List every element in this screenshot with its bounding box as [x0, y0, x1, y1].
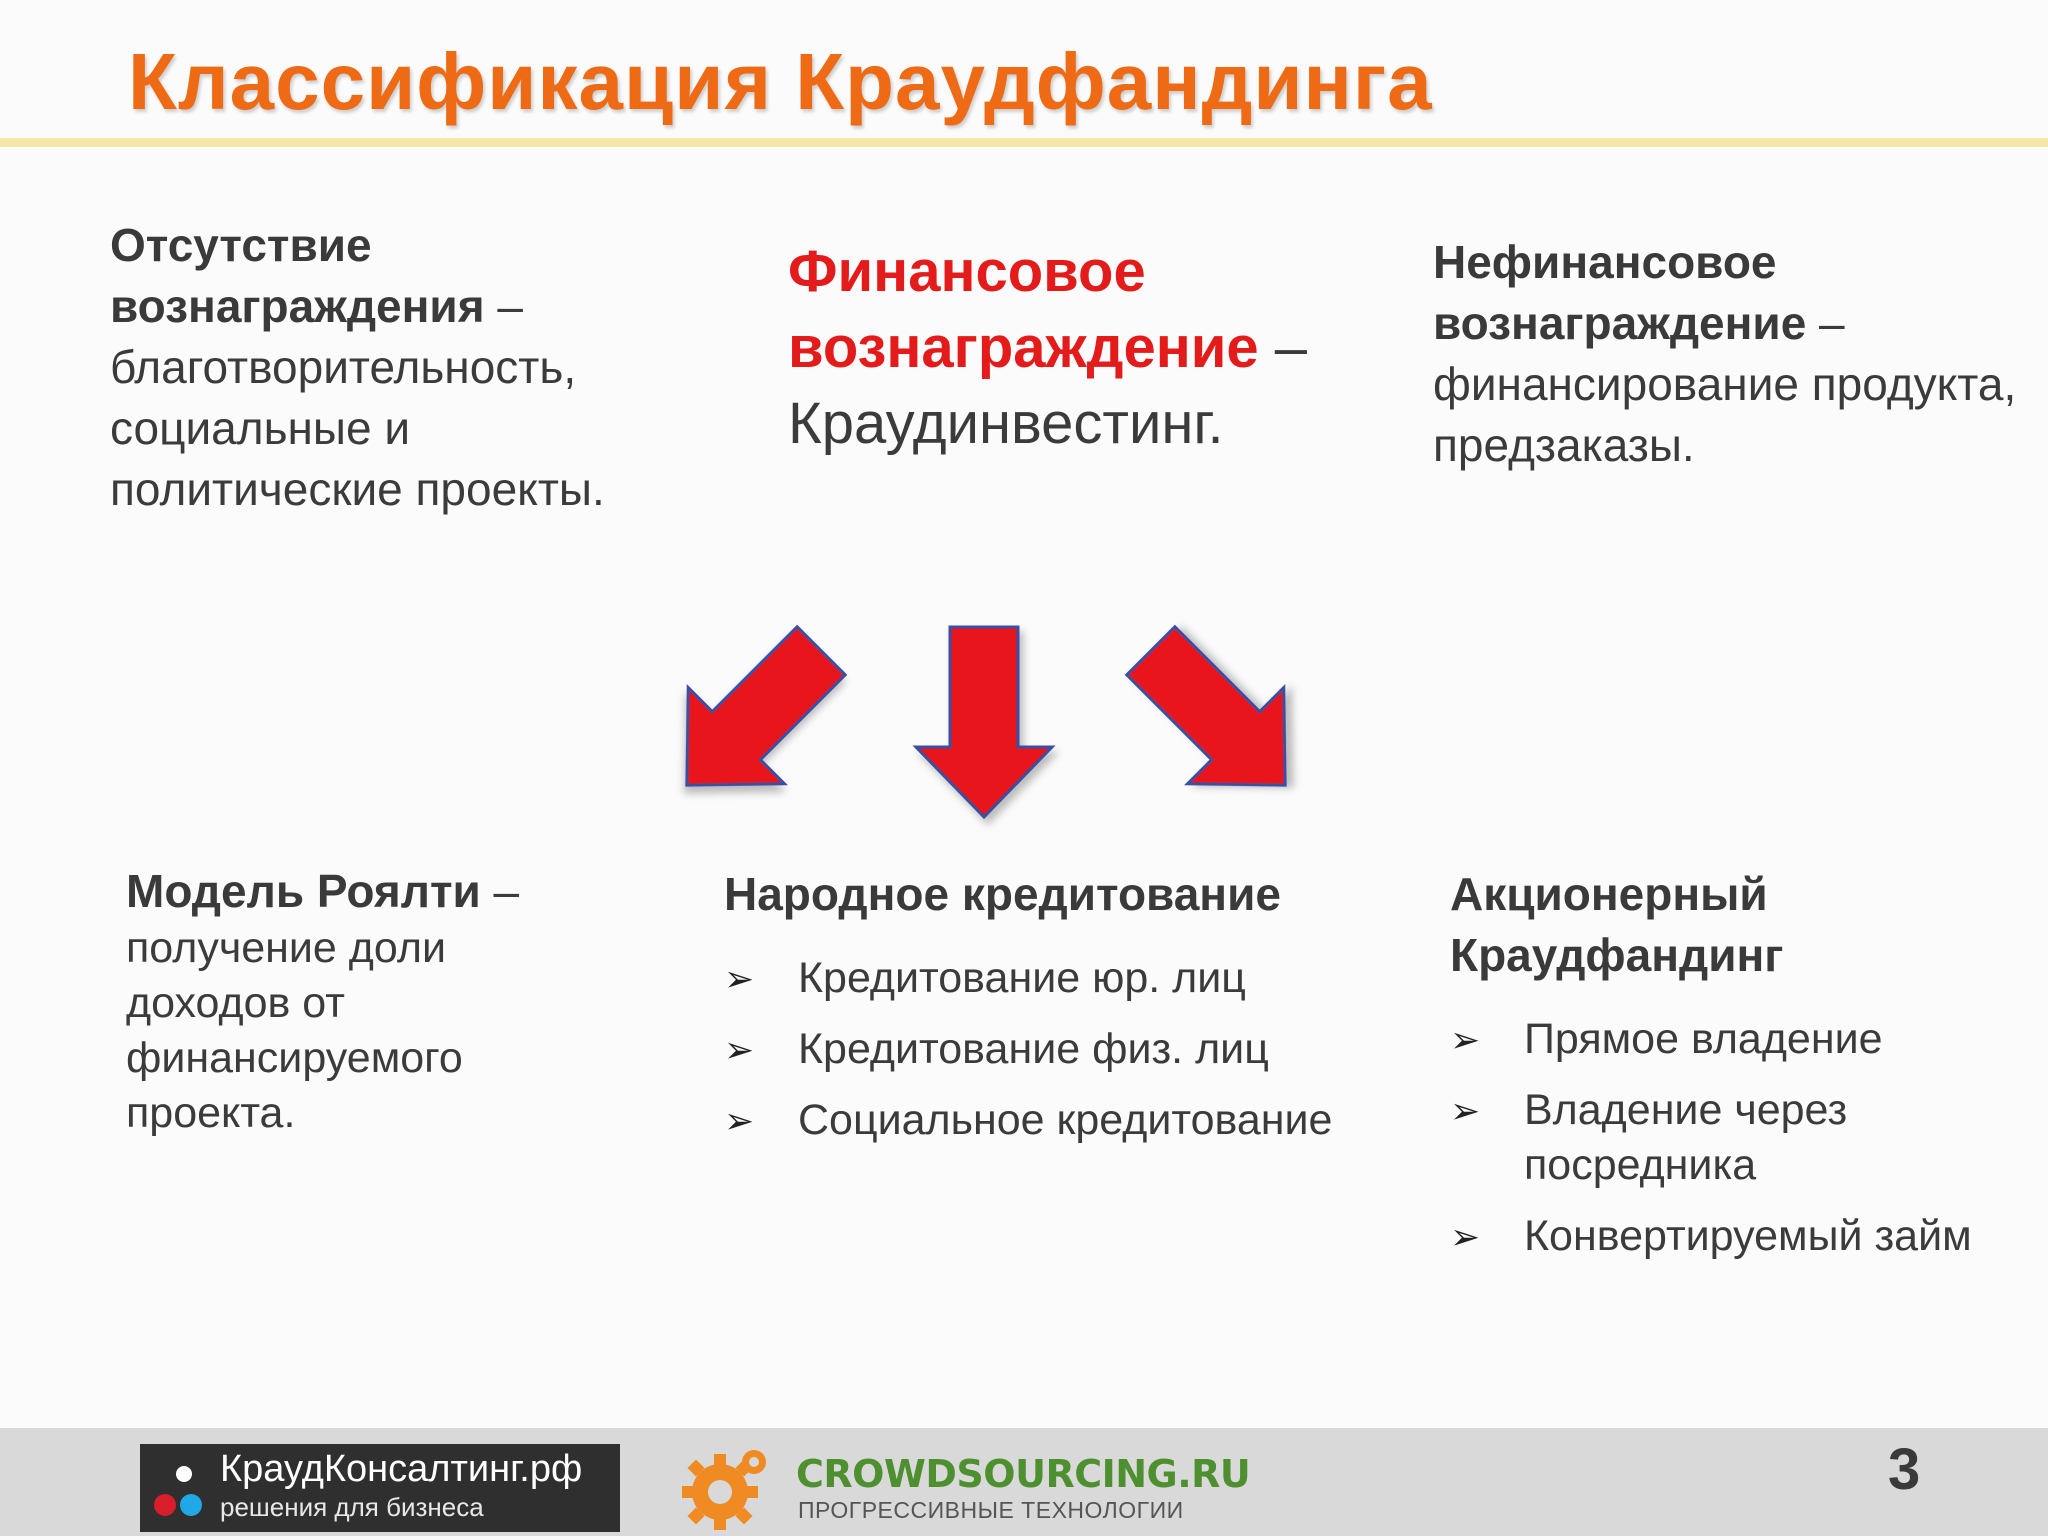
lending-block: [724, 864, 1364, 1164]
logo-dot-white-icon: [176, 1466, 192, 1482]
logo-dot-blue-icon: [180, 1494, 202, 1516]
list-item: ➢ Конвертируемый займ: [1450, 1209, 2040, 1264]
page-number: 3: [1888, 1437, 1921, 1502]
arrow-right-icon: [1103, 603, 1334, 834]
royalty-dash: –: [480, 865, 520, 917]
bullet-arrow-icon: ➢: [724, 1100, 755, 1141]
logo-dot-red-icon: [154, 1494, 176, 1516]
list-item: ➢ Владение через посредника: [1450, 1083, 2040, 1193]
bullet-arrow-icon: ➢: [1450, 1216, 1481, 1257]
equity-block: [1450, 864, 2040, 1280]
financial-text: Краудинвестинг.: [788, 391, 1224, 456]
equity-heading: Акционерный Краудфандинг: [1450, 868, 1784, 981]
list-item: ➢ Прямое владение: [1450, 1012, 2040, 1067]
list-item: ➢ Социальное кредитование: [724, 1093, 1364, 1148]
nonfinancial-text: финансирование продукта, предзаказы.: [1433, 358, 2017, 471]
nonfinancial-dash: –: [1806, 297, 1845, 349]
no-reward-text: благотворительность, социальные и политические проекты.: [110, 341, 605, 515]
lending-heading: Народное кредитование: [724, 868, 1281, 920]
equity-list: [1450, 1012, 2040, 1264]
arrow-left-icon: [639, 603, 870, 834]
royalty-text: получение доли доходов от финансируемого проекта.: [126, 924, 463, 1137]
logo1-name: КраудКонсалтинг.рф: [220, 1448, 583, 1490]
list-item: ➢ Кредитование физ. лиц: [724, 1022, 1364, 1077]
bullet-arrow-icon: ➢: [1450, 1019, 1481, 1060]
logo2-name: CROWDSOURCING.RU: [796, 1452, 1251, 1496]
bullet-arrow-icon: ➢: [724, 958, 755, 999]
page-title: Классификация Краудфандинга: [128, 37, 1433, 126]
arrow-down-icon: [916, 627, 1052, 817]
logo1-tagline: решения для бизнеса: [220, 1492, 484, 1522]
no-reward-heading: Отсутствие вознаграждения: [110, 219, 485, 332]
bullet-arrow-icon: ➢: [724, 1029, 755, 1070]
lending-list: [724, 951, 1364, 1148]
crowdconsulting-logo: [140, 1444, 620, 1532]
financial-heading: Финансовое вознаграждение: [788, 239, 1259, 380]
list-item: ➢ Кредитование юр. лиц: [724, 951, 1364, 1006]
gear-icon: [668, 1440, 778, 1540]
nonfinancial-heading: Нефинансовое вознаграждение: [1433, 236, 1807, 349]
royalty-block: [126, 864, 616, 1141]
bullet-arrow-icon: ➢: [1450, 1090, 1481, 1131]
logo2-tagline: ПРОГРЕССИВНЫЕ ТЕХНОЛОГИИ: [798, 1497, 1184, 1523]
no-reward-dash: –: [484, 280, 523, 332]
royalty-heading: Модель Роялти: [126, 865, 481, 917]
financial-dash: –: [1258, 315, 1308, 380]
